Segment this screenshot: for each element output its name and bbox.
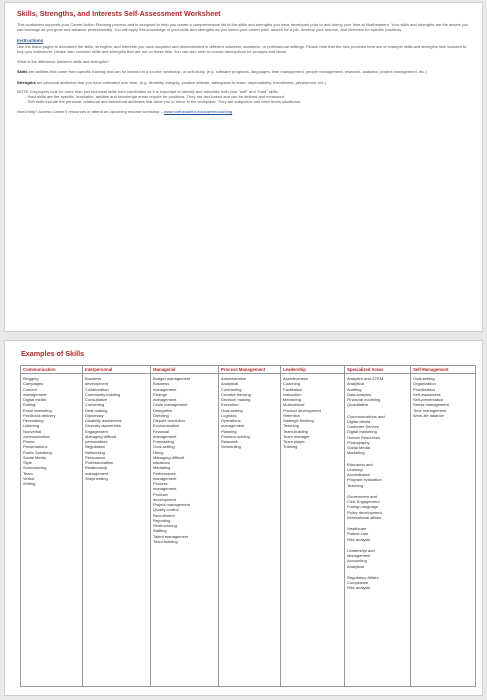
skill-item: Managing difficult [85, 433, 117, 439]
column-header: Communication [21, 366, 83, 374]
skills-cell [83, 374, 151, 687]
skill-item: Healthcare [347, 526, 367, 531]
skill-item: Summarizing [23, 465, 47, 471]
skill-item: Regulatory Affairs [347, 574, 379, 580]
skill-item: Team player [283, 439, 305, 444]
skill-item: Style [23, 460, 32, 465]
skill-item: Compliance [347, 580, 369, 585]
skill-item: Motivational [283, 402, 305, 408]
skill-item: Negotiation [85, 444, 106, 450]
skill-item: Digital marketing [347, 429, 377, 435]
skill-item: management [153, 486, 177, 492]
skill-item: Professionalism [85, 460, 114, 465]
skill-item: Phone [23, 439, 35, 444]
skill-item: Goal-setting [221, 407, 243, 413]
skill-item: Prioritization [413, 386, 436, 392]
skill-item: Diplomacy [85, 412, 104, 418]
skill-item: Stress management [413, 402, 449, 408]
skill-item: Mediating [153, 465, 171, 471]
skill-item: Nonverbal [23, 428, 42, 434]
skill-item: Digital media [23, 397, 47, 402]
skill-item: Program evaluation [347, 477, 382, 483]
skill-item: Process [153, 481, 168, 486]
skill-item: Social Media [23, 454, 46, 460]
skill-item: Relationship [85, 465, 108, 471]
skill-item: Facilitation [283, 386, 303, 392]
skills-cell [281, 374, 345, 687]
skill-item: Mentoring [283, 397, 301, 402]
skill-item: Project management [153, 502, 190, 507]
worksheet-page-2 [4, 340, 483, 696]
skill-item: Persuasion [85, 454, 106, 460]
skill-item: Convening [85, 402, 105, 408]
skill-item: Digital Media [347, 418, 371, 424]
skill-item: management [153, 433, 177, 439]
skill-item: Economization [153, 423, 180, 429]
skills-cell [345, 374, 411, 687]
skill-item: Analytical [347, 381, 365, 387]
skill-item: Goal-setting [413, 376, 435, 381]
instructions-paragraph: Use the blank pages to document the skills, strengths, and interests you have acquired and demonstrated in different volunteer, academic, or professional settings. Please note that the lists provided here are of example skills and strengths lists included to help you brainstorm, please also consider skills and strengths that are not on these lists. You can also refer to course descriptions for prompts and ideas. [17, 44, 467, 55]
skill-item: Photography [347, 439, 370, 445]
skill-item: Product development [283, 407, 321, 413]
worksheet-title: Skills, Strengths, and Interests Self-Assessment Worksheet [17, 9, 221, 18]
skill-item: Risk analysis [347, 585, 371, 591]
skill-item: Community building [85, 391, 121, 397]
skills-cell [151, 374, 219, 687]
skills-cell [411, 374, 476, 687]
skill-item: Problem-solving [221, 433, 250, 439]
skill-item: Deal-making [85, 407, 108, 413]
skill-item: management [221, 423, 245, 429]
skill-item: Analytics and STEM [347, 376, 384, 381]
skill-item: Communications and [347, 413, 385, 419]
skill-item: Recruitment [153, 512, 175, 518]
skill-item: Analytical [347, 563, 365, 569]
skill-item: Diversity awareness [85, 423, 121, 429]
skill-item: management [85, 470, 109, 476]
skill-item: Campaigns [23, 381, 44, 387]
instructions-heading: Instructions [17, 38, 44, 44]
skill-item: Administrative [221, 376, 247, 381]
skill-item: Talent management [153, 533, 189, 539]
note-block [17, 89, 470, 104]
skill-item: Government and [347, 493, 377, 499]
skill-item: Risk analysis [347, 536, 371, 542]
skill-item: Accreditation [347, 472, 371, 477]
skill-item: Data analysis [347, 391, 372, 397]
skill-item: Civic Engagement [347, 499, 380, 504]
skill-item: Budget management [153, 376, 191, 381]
note-hard-skills: - Hard skills are the specific, teachable, abilities and knowledge areas require for positions. They are fact-based and can be defined and measured. [25, 93, 286, 99]
skills-term: Skills [17, 69, 28, 75]
skill-item: Social Media [347, 445, 370, 450]
skill-item: Accounting [347, 558, 367, 564]
skills-definition [17, 69, 470, 74]
column-header: Self-Management [411, 366, 476, 374]
skill-item: Decision making [221, 397, 251, 402]
skill-item: development [153, 496, 176, 502]
strengths-definition [17, 80, 470, 85]
skill-item: Verbal [23, 475, 35, 481]
skill-item: Blogging [23, 376, 39, 381]
skill-item: Public Speaking [23, 449, 52, 455]
skill-item: Execution [221, 402, 239, 408]
skill-item: Marketing [347, 450, 365, 456]
skill-item: Teaching [283, 423, 300, 429]
skills-cell [21, 374, 83, 687]
note-line: NOTE: Employers look for more than just technical skills from candidates so it is important to identify and articulate both your "soft" and "hard" skills. [17, 88, 279, 94]
skill-item: Business [153, 381, 170, 387]
skill-item: Operations [221, 418, 241, 423]
help-line [17, 109, 470, 114]
skill-item: Feedback delivery [23, 412, 56, 418]
skill-item: International affairs [347, 514, 381, 520]
skill-item: Teaching [347, 482, 364, 488]
examples-title: Examples of Skills [21, 349, 85, 358]
skills-def-text: are abilities that come from specific training and can be learned in a course, workshop, or self-study. (e.g. software programs, languages, time management, people management, research, analytics, project management, etc.) [27, 69, 427, 75]
skill-item: management [153, 397, 177, 402]
skill-item: Restructuring [153, 523, 177, 528]
skill-item: Staffing [153, 528, 167, 534]
skill-item: communication [23, 433, 50, 439]
skill-item: Planning [221, 428, 237, 434]
skill-item: Consultative [85, 397, 108, 402]
skill-item: Time management [413, 407, 447, 413]
skill-item: Engagement [85, 428, 108, 434]
skill-item: Leadership and [347, 547, 375, 553]
skill-item: Disability awareness [85, 418, 122, 423]
skill-item: Policy development [347, 509, 382, 515]
skill-item: Self-presentation [413, 397, 444, 402]
skill-item: Performance [153, 470, 176, 476]
skill-item: Collaboration [85, 386, 109, 392]
skill-item: Team manager [283, 433, 310, 439]
skill-item: Team building [153, 538, 178, 544]
skill-item: Dispute resolution [153, 418, 186, 423]
skill-item: Managing difficult [153, 454, 185, 460]
skill-item: Shepherding [85, 475, 108, 481]
skill-item: Work-life balance [413, 412, 444, 418]
skill-item: Reporting [153, 517, 171, 523]
skill-item: Hiring [153, 449, 164, 455]
intro-paragraph: This worksheet supports your Career Action Planning process and is designed to help you create a comprehensive list of the skills and strengths you have developed prior to and during your time at Northeastern. Your skills and strengths are the assets you can leverage as you grow and advance professionally. You will apply this knowledge of your skills and strengths as you select your career path, search for a job, develop your resume, and interview for specific positions. [17, 22, 469, 33]
skill-item: Forecasting [153, 439, 174, 444]
skill-item: Scheduling [221, 444, 241, 450]
skill-item: management [153, 475, 177, 481]
skill-item: Directing [153, 412, 169, 418]
skill-item: Content [23, 386, 38, 392]
column-header: Interpersonal [83, 366, 151, 374]
skill-item: Team [23, 470, 33, 476]
skill-item: Assertiveness [283, 376, 308, 381]
strengths-term: Strengths [17, 79, 36, 85]
skill-item: Research [221, 439, 239, 444]
skill-item: Patient care [347, 531, 369, 537]
skill-item: Editing [23, 402, 36, 408]
skill-item: Self-awareness [413, 391, 441, 397]
skill-item: Presentations [23, 444, 48, 450]
skill-item: Writing [23, 481, 36, 486]
skill-item: development [85, 381, 108, 387]
column-header: Managerial [151, 366, 219, 374]
skills-cell [219, 374, 281, 687]
skill-item: Quality control [153, 507, 179, 513]
skill-item: management [153, 386, 177, 392]
skill-item: Retention [283, 412, 301, 418]
skill-item: Team-building [283, 428, 308, 434]
skill-item: Networking [85, 449, 106, 455]
worksheet-page-1 [4, 2, 483, 332]
skill-item: Instruction [283, 391, 302, 397]
skill-item: Listening [23, 423, 40, 429]
skills-table [20, 365, 476, 687]
skill-item: Change [153, 391, 168, 397]
skill-item: Crisis management [153, 402, 188, 408]
help-text: Need help? Access CareerX resources or attend an upcoming resume workshop – [17, 108, 164, 114]
skill-item: Learning [347, 466, 363, 472]
skill-item: Email marketing [23, 407, 52, 413]
column-header: Process Management [219, 366, 281, 374]
note-soft-skills: - Soft skills include the personal, relational and behavioral attributes that allow you to thrive in the workplace. They are subjective and often times situational. [25, 98, 302, 104]
question-text: What is the difference between skills and strengths? [17, 59, 110, 65]
table-header-row [21, 366, 476, 374]
skill-item: Financial [153, 428, 170, 434]
skill-item: Quantitative [347, 402, 369, 408]
skill-item: Education and [347, 461, 373, 467]
skill-item: Produce [153, 491, 168, 497]
skill-item: Contracting [221, 386, 242, 392]
skill-item: Financial modeling [347, 397, 381, 402]
skill-item: Delegation [153, 407, 173, 413]
skill-item: Organization [413, 381, 436, 387]
skill-item: Customer Service [347, 424, 379, 429]
skill-item: Strategic thinking [283, 418, 314, 423]
skill-item: Business [85, 376, 102, 381]
column-header: Leadership [281, 366, 345, 374]
table-row [21, 374, 476, 687]
column-header: Specialized Areas [345, 366, 411, 374]
skill-item: Auditing [347, 386, 362, 392]
skill-item: Human Resources [347, 434, 381, 440]
skill-item: Creative thinking [221, 391, 251, 397]
career-coaching-link[interactable]: www.northeastern.edu/careercoaching [163, 108, 233, 114]
skill-item: Logistics [221, 412, 237, 418]
skill-item: Goal-setting [153, 444, 175, 450]
skill-item: Foreign language [347, 504, 379, 510]
strengths-def-text: are personal attributes that you have cultivated over time. (e.g. flexibility, integrity, positive attitude, willingness to learn, dependability, friendliness, persistence, etc.) [35, 79, 327, 85]
skill-item: Management [347, 553, 371, 558]
skill-item: situations [153, 460, 170, 465]
skill-item: Coaching [283, 381, 300, 387]
skill-item: Filmmaking [23, 418, 44, 423]
skill-item: management [23, 391, 47, 397]
skill-item: Training [283, 444, 298, 450]
skill-item: Analytical [221, 381, 239, 387]
skill-item: personalities [85, 439, 108, 444]
